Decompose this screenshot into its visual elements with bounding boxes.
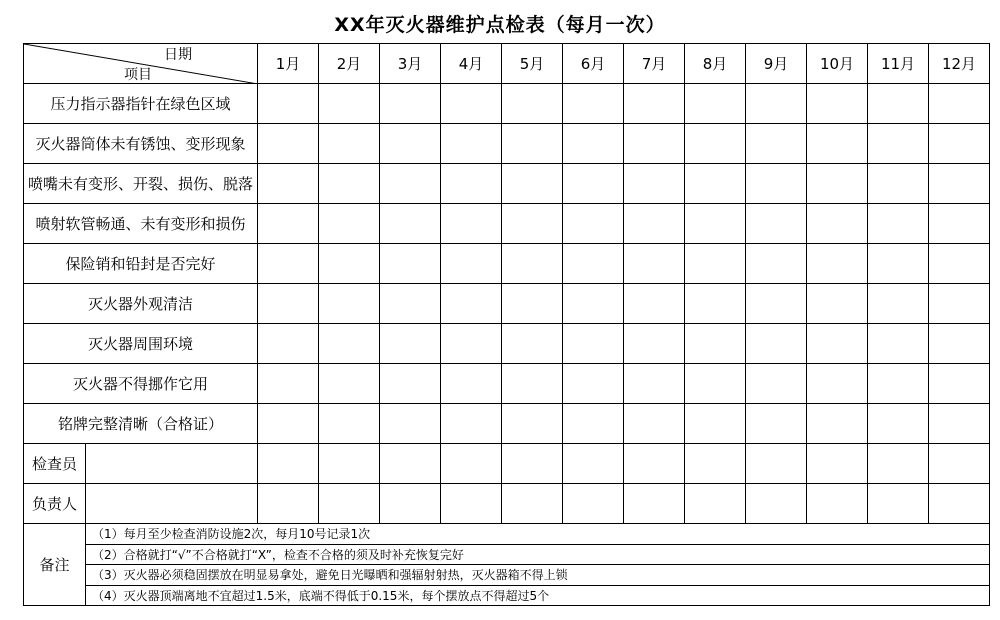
check-cell[interactable] [807,204,868,244]
check-cell[interactable] [685,284,746,324]
check-cell[interactable] [807,164,868,204]
note-line: （2）合格就打“√”不合格就打“X”，检查不合格的须及时补充恢复完好 [86,544,990,565]
signature-cell[interactable] [563,444,624,484]
check-cell[interactable] [563,244,624,284]
check-cell[interactable] [441,324,502,364]
signature-cell[interactable] [685,484,746,524]
item-row [24,284,990,324]
signature-cell[interactable] [868,444,929,484]
check-cell[interactable] [624,244,685,284]
item-row [24,164,990,204]
check-cell[interactable] [502,244,563,284]
check-cell[interactable] [502,164,563,204]
signature-cell[interactable] [502,484,563,524]
signature-cell[interactable] [258,484,319,524]
item-label: 保险销和铅封是否完好 [24,244,258,284]
check-cell[interactable] [624,364,685,404]
check-cell[interactable] [746,124,807,164]
check-cell[interactable] [868,324,929,364]
signature-cell[interactable] [441,484,502,524]
check-cell[interactable] [563,284,624,324]
signature-cell[interactable] [441,444,502,484]
check-cell[interactable] [807,404,868,444]
check-cell[interactable] [868,404,929,444]
check-cell[interactable] [624,84,685,124]
signature-cell[interactable] [258,444,319,484]
check-cell[interactable] [746,404,807,444]
check-cell[interactable] [929,204,990,244]
check-cell[interactable] [685,84,746,124]
check-cell[interactable] [746,164,807,204]
check-cell[interactable] [563,84,624,124]
check-cell[interactable] [380,284,441,324]
check-cell[interactable] [441,404,502,444]
check-cell[interactable] [929,364,990,404]
month-header: 12月 [929,44,990,84]
check-cell[interactable] [868,204,929,244]
check-cell[interactable] [502,84,563,124]
note-row [24,585,990,606]
check-cell[interactable] [624,204,685,244]
note-row [24,524,990,545]
check-cell[interactable] [685,324,746,364]
signature-label: 检查员 [24,444,86,484]
check-cell[interactable] [624,164,685,204]
item-label: 灭火器外观清洁 [24,284,258,324]
check-cell[interactable] [807,364,868,404]
item-label: 灭火器筒体未有锈蚀、变形现象 [24,124,258,164]
signature-blank-cell[interactable] [86,444,258,484]
note-line: （1）每月至少检查消防设施2次，每月10号记录1次 [86,524,990,545]
check-cell[interactable] [868,164,929,204]
check-cell[interactable] [380,124,441,164]
signature-row [24,444,990,484]
check-cell[interactable] [563,364,624,404]
signature-cell[interactable] [929,444,990,484]
month-header: 5月 [502,44,563,84]
check-cell[interactable] [380,324,441,364]
check-cell[interactable] [624,324,685,364]
month-header: 1月 [258,44,319,84]
check-cell[interactable] [868,244,929,284]
check-cell[interactable] [624,284,685,324]
sheet-title: XX年灭火器维护点检表（每月一次） [334,14,666,36]
signature-row [24,484,990,524]
check-cell[interactable] [746,244,807,284]
check-cell[interactable] [685,204,746,244]
signature-cell[interactable] [319,444,380,484]
check-cell[interactable] [929,124,990,164]
check-cell[interactable] [868,84,929,124]
signature-cell[interactable] [807,484,868,524]
check-cell[interactable] [380,164,441,204]
check-cell[interactable] [502,124,563,164]
signature-cell[interactable] [380,484,441,524]
check-cell[interactable] [441,204,502,244]
check-cell[interactable] [746,364,807,404]
check-cell[interactable] [685,244,746,284]
check-cell[interactable] [258,164,319,204]
note-line: （3）灭火器必须稳固摆放在明显易拿处，避免日光曝晒和强辐射射热，灭火器箱不得上锁 [86,565,990,586]
check-cell[interactable] [807,84,868,124]
month-header: 10月 [807,44,868,84]
check-cell[interactable] [319,164,380,204]
check-cell[interactable] [319,404,380,444]
month-header: 4月 [441,44,502,84]
check-cell[interactable] [746,204,807,244]
check-cell[interactable] [807,124,868,164]
item-row [24,84,990,124]
check-cell[interactable] [319,324,380,364]
check-cell[interactable] [319,84,380,124]
month-header: 7月 [624,44,685,84]
check-cell[interactable] [502,204,563,244]
signature-cell[interactable] [929,484,990,524]
check-cell[interactable] [746,324,807,364]
signature-cell[interactable] [685,444,746,484]
signature-cell[interactable] [624,484,685,524]
check-cell[interactable] [685,124,746,164]
check-cell[interactable] [258,84,319,124]
check-cell[interactable] [319,244,380,284]
item-row [24,124,990,164]
check-cell[interactable] [685,364,746,404]
item-label: 铭牌完整清晰（合格证） [24,404,258,444]
check-cell[interactable] [624,404,685,444]
signature-cell[interactable] [563,484,624,524]
check-cell[interactable] [319,364,380,404]
check-cell[interactable] [441,284,502,324]
item-row [24,404,990,444]
check-cell[interactable] [929,164,990,204]
check-cell[interactable] [319,204,380,244]
check-cell[interactable] [929,284,990,324]
check-cell[interactable] [929,84,990,124]
check-cell[interactable] [502,324,563,364]
check-cell[interactable] [807,284,868,324]
check-cell[interactable] [746,84,807,124]
note-row [24,544,990,565]
check-cell[interactable] [319,284,380,324]
inspection-table [23,43,990,606]
item-label: 灭火器周围环境 [24,324,258,364]
check-cell[interactable] [258,284,319,324]
check-cell[interactable] [258,204,319,244]
month-header: 3月 [380,44,441,84]
check-cell[interactable] [380,204,441,244]
item-row [24,244,990,284]
item-row [24,324,990,364]
check-cell[interactable] [258,404,319,444]
header-row [24,44,990,84]
month-header: 8月 [685,44,746,84]
check-cell[interactable] [502,364,563,404]
item-label: 喷嘴未有变形、开裂、损伤、脱落 [24,164,258,204]
check-cell[interactable] [258,324,319,364]
header-date-label: 日期 [164,47,192,63]
check-cell[interactable] [441,244,502,284]
inspection-sheet [23,43,990,606]
check-cell[interactable] [868,284,929,324]
signature-label: 负责人 [24,484,86,524]
month-header: 11月 [868,44,929,84]
note-row [24,565,990,586]
check-cell[interactable] [258,124,319,164]
signature-cell[interactable] [746,484,807,524]
check-cell[interactable] [685,404,746,444]
check-cell[interactable] [563,324,624,364]
check-cell[interactable] [746,284,807,324]
check-cell[interactable] [868,364,929,404]
check-cell[interactable] [563,124,624,164]
check-cell[interactable] [258,364,319,404]
check-cell[interactable] [685,164,746,204]
note-line: （4）灭火器顶端离地不宜超过1.5米，底端不得低于0.15米，每个摆放点不得超过5个 [86,585,990,606]
check-cell[interactable] [624,124,685,164]
check-cell[interactable] [868,124,929,164]
item-label: 灭火器不得挪作它用 [24,364,258,404]
item-row [24,364,990,404]
signature-cell[interactable] [380,444,441,484]
check-cell[interactable] [319,124,380,164]
signature-cell[interactable] [502,444,563,484]
check-cell[interactable] [807,244,868,284]
check-cell[interactable] [380,364,441,404]
check-cell[interactable] [807,324,868,364]
check-cell[interactable] [258,244,319,284]
month-header: 6月 [563,44,624,84]
check-cell[interactable] [502,284,563,324]
check-cell[interactable] [563,204,624,244]
check-cell[interactable] [929,404,990,444]
signature-cell[interactable] [807,444,868,484]
signature-cell[interactable] [624,444,685,484]
signature-cell[interactable] [868,484,929,524]
check-cell[interactable] [441,364,502,404]
check-cell[interactable] [380,84,441,124]
item-label: 喷射软管畅通、未有变形和损伤 [24,204,258,244]
signature-blank-cell[interactable] [86,484,258,524]
check-cell[interactable] [441,124,502,164]
month-header: 9月 [746,44,807,84]
header-item-label: 项目 [124,67,152,83]
signature-cell[interactable] [746,444,807,484]
month-header: 2月 [319,44,380,84]
check-cell[interactable] [563,164,624,204]
check-cell[interactable] [441,164,502,204]
check-cell[interactable] [929,324,990,364]
diagonal-header-cell [24,44,258,84]
check-cell[interactable] [929,244,990,284]
check-cell[interactable] [380,244,441,284]
check-cell[interactable] [563,404,624,444]
item-label: 压力指示器指针在绿色区域 [24,84,258,124]
check-cell[interactable] [380,404,441,444]
check-cell[interactable] [441,84,502,124]
item-row [24,204,990,244]
notes-label: 备注 [24,524,86,606]
signature-cell[interactable] [319,484,380,524]
check-cell[interactable] [502,404,563,444]
